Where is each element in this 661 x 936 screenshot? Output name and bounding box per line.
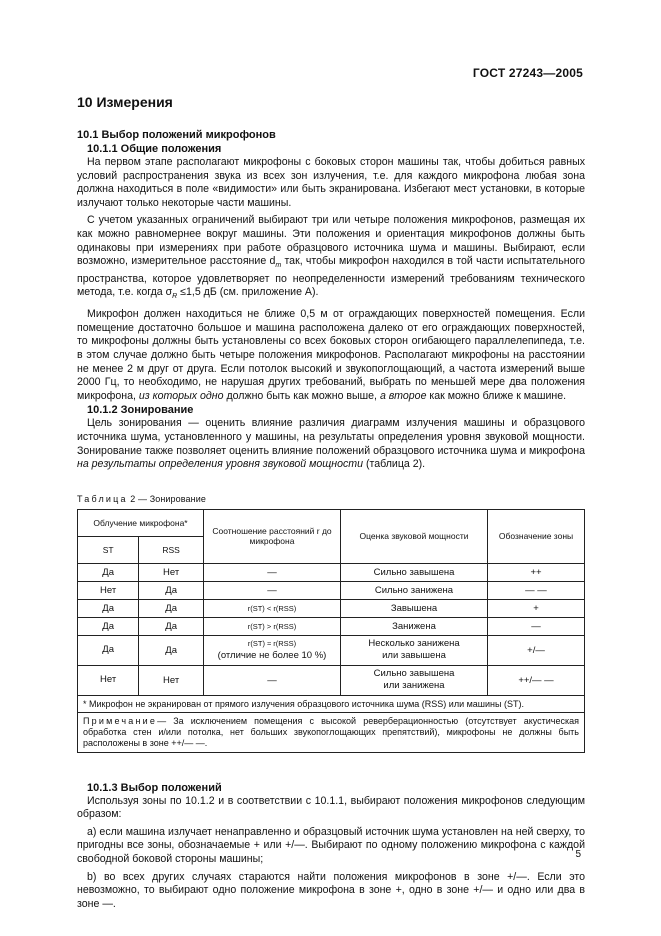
column-header: Соотношение расстояний r до микрофона (204, 509, 341, 563)
table-footnote: * Микрофон не экранирован от прямого излучения образцового источника шума (RSS) или машины (ST). (78, 695, 585, 712)
paragraph: С учетом указанных ограничений выбирают три или четыре положения микрофонов, размещая их как можно равномернее вокруг машины. Эти положения и ориентация микрофонов должны быть одинаковы при измерениях при работе образцового источника шума и машины. Выбирают, если возможно, измерительное расстояние $d_m$ так, чтобы микрофон находился в той части испытательного пространства, которое удовлетворяет по неопределенности измерений требованиям технического метода, т.е. когда $\sigma_R \le 1,5$ дБ (см. приложение А). (77, 214, 586, 301)
table-caption: Таблица 2 — Зонирование (77, 493, 206, 504)
column-header: Обозначение зоны (488, 509, 585, 563)
paragraph: Цель зонирования — оценить влияние различия диаграмм излучения машины и образцового источника шума, установленного у машины, на результаты определения уровня звуковой мощности. Зонирование также позволяет оценить влияние положений образцового источника шума и микрофона на результаты определения уровня звуковой мощности (таблица 2). (77, 417, 585, 471)
zoning-table (77, 509, 585, 753)
paragraph: Используя зоны по 10.1.2 и в соответствии с 10.1.1, выбирают положения микрофонов следующим образом: (77, 794, 585, 821)
table-note: Примечание— За исключением помещения с высокой реверберационностью (отсутствует акустическая обработка стен и/или потолка, нет больших звукопоглощающих препятствий), микрофоны не должны быть расположены в зоне ++/— —. (78, 712, 585, 752)
paragraph: На первом этапе располагают микрофоны с боковых сторон машины так, чтобы добиться равных условий распространения звука из всех зон излучения, т.е. для каждого микрофона любая зона должна находиться в поле «видимости» или быть экранирована. Избегают мест установки, в которые излучают только некоторые части машины. (77, 156, 585, 209)
column-header: RSS (139, 536, 204, 563)
subsubsection-title: 10.1.3 Выбор положений (87, 781, 222, 794)
table-row: Да Да r(ST) > r(RSS) Занижена — (78, 617, 585, 635)
table-row: Нет Нет — Сильно завышена или занижена ++/— — (78, 665, 585, 695)
column-header: ST (78, 536, 139, 563)
subsection-title: 10.1 Выбор положений микрофонов (77, 129, 276, 141)
list-item: а) если машина излучает ненаправленно и образцовый источник шума установлен на ней сверху, то пригодны все зоны, обозначаемые + или +/—. Выбирают по одному положению микрофона с каждой свободной боковой стороны машины; (77, 825, 585, 866)
list-item: b) во всех других случаях стараются найти положения микрофонов в зоне +/—. Если это невозможно, то выбирают одно положение микрофона в зоне +, одно в зоне +/— и одно или два в зоне —. (77, 870, 585, 910)
table-row: Да Нет — Сильно завышена ++ (78, 563, 585, 581)
standard-number: ГОСТ 27243—2005 (472, 66, 583, 80)
section-title: 10 Измерения (77, 94, 173, 110)
subsubsection-title: 10.1.2 Зонирование (87, 404, 194, 417)
subsubsection-title: 10.1.1 Общие положения (87, 143, 222, 155)
page-number: 5 (575, 849, 581, 860)
table-row: Нет Да — Сильно занижена — — (78, 581, 585, 599)
column-header: Оценка звуковой мощности (341, 509, 488, 563)
table-row: Да Да r(ST) < r(RSS) Завышена + (78, 599, 585, 617)
page-content (77, 94, 585, 911)
column-header: Облучение микрофона* (78, 509, 204, 536)
paragraph: Микрофон должен находиться не ближе 0,5 м от ограждающих поверхностей помещения. Если помещение достаточно большое и машина расположена далеко от его ограждающих поверхностей, то микрофоны должны быть установлены со всех боковых сторон огибающего параллелепипеда, т.е. в этом случае должно быть четыре положения микрофонов. Располагают микрофоны на расстоянии не менее 2 м друг от друга. Если потолок высокий и звукопоглощающий, а частота измерений выше 2000 Гц, то необходимо, не нарушая других требований, выбрать по меньшей мере два положения микрофона, из которых одно должно быть как можно выше, а второе как можно ближе к машине. (77, 308, 585, 402)
table-row: Да Да r(ST) ≈ r(RSS) (отличие не более 10 %) Несколько занижена или завышена +/— (78, 635, 585, 665)
